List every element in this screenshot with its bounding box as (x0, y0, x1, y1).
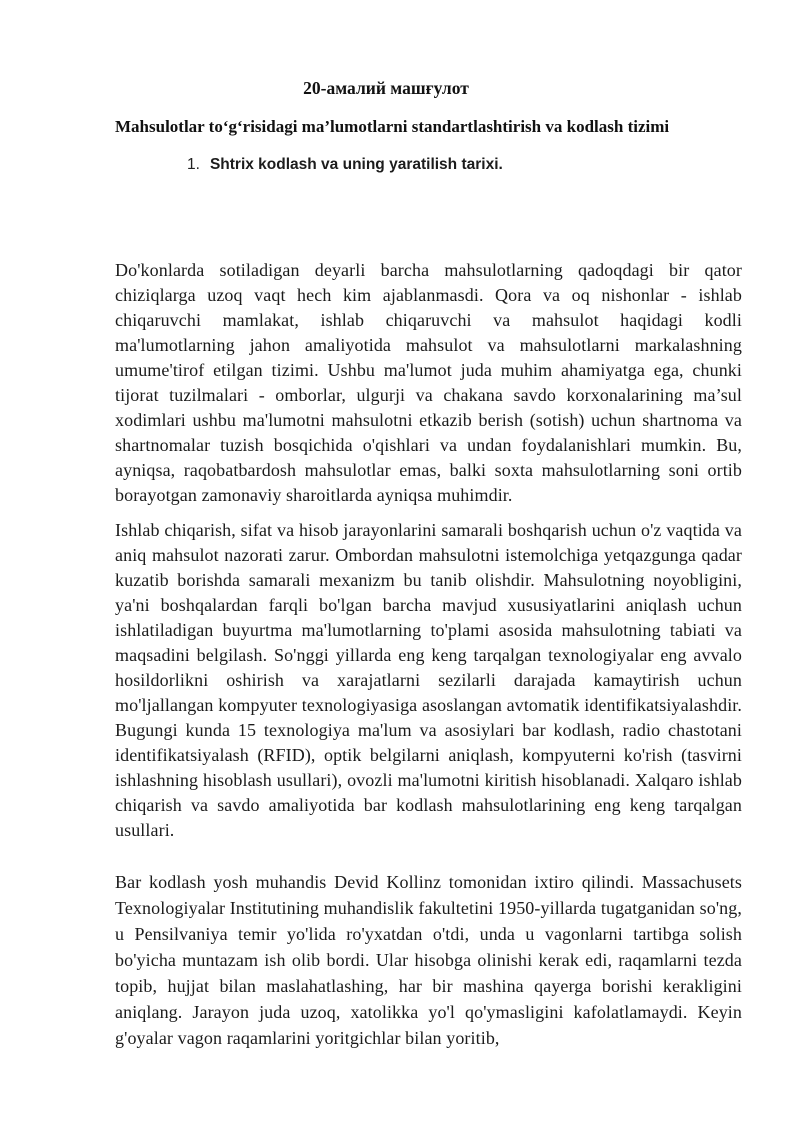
list-item-heading: Shtrix kodlash va uning yaratilish tarixi. (209, 156, 503, 173)
numbered-list-item (115, 155, 742, 175)
document-subtitle: Mahsulotlar to‘g‘risidagi ma’lumotlarni standartlashtirish va kodlash tizimi (115, 117, 670, 136)
paragraph-identification-technologies: Ishlab chiqarish, sifat va hisob jarayonlarini samarali boshqarish uchun o'z vaqtida va aniq mahsulot nazorati zarur. Ombordan mahsulotni istemolchiga yetqazgunga qadar kuzatib borishda samarali mexanizm bu tanib olishdir. Mahsulotning noyobligini, ya'ni boshqalardan farqli bo'lgan barcha mavjud xususiyatlarini aniqlash uchun ishlatiladigan buyurtma ma'lumotlarning to'plami asosida mahsulotning tabiati va maqsadini belgilash. So'nggi yillarda eng keng tarqalgan texnologiyalar eng avvalo hosildorlikni oshirish va xarajatlarni sezilarli darajada kamaytirish uchun mo'ljallangan kompyuter texnologiyasiga asoslangan avtomatik identifikatsiyalashdir. Bugungi kunda 15 texnologiya ma'lum va asosiylari bar kodlash, radio chastotani identifikatsiyalash (RFID), optik belgilarni aniqlash, kompyuterni ko'rish (tasvirni ishlashning hisoblash usullari), ovozli ma'lumotni kiritish hisoblanadi. Xalqaro ishlab chiqarish va savdo amaliyotida bar kodlash mahsulotlarining eng keng tarqalgan usullari. (115, 520, 742, 840)
page-title: 20-амалий машғулот (303, 78, 469, 98)
paragraph-intro-barcodes: Do'konlarda sotiladigan deyarli barcha mahsulotlarning qadoqdagi bir qator chiziqlarga uzoq vaqt hech kim ajablanmasdi. Qora va oq nishonlar - ishlab chiqaruvchi mamlakat, ishlab chiqaruvchi va mahsulot haqidagi kodli ma'lumotlarning jahon amaliyotida mahsulot va mahsulotlarni markalashning umume'tirof etilgan tizimi. Ushbu ma'lumot juda muhim ahamiyatga ega, chunki tijorat tuzilmalari - omborlar, ulgurji va chakana savdo korxonalarining ma’sul xodimlari ushbu ma'lumotni mahsulotni etkazib berish (sotish) uchun shartnoma va shartnomalar tuzish bosqichida o'qishlari va undan foydalanishlari mumkin. Bu, ayniqsa, raqobatbardosh mahsulotlar emas, balki soxta mahsulotlarning soni ortib borayotgan zamonaviy sharoitlarda ayniqsa muhimdir. (115, 260, 742, 505)
paragraph-history-collins: Bar kodlash yosh muhandis Devid Kollinz tomonidan ixtiro qilindi. Massachusets Texnologiyalar Institutining muhandislik fakultetini 1950-yillarda tugatganidan so'ng, u Pensilvaniya temir yo'lida ro'yxatdan o'tdi, unda u vagonlarni tartibga solish bo'yicha muntazam ish olib bordi. Ular hisobga olinishi kerak edi, raqamlarni tezda topib, hujjat bilan maslahatlashing, har bir mashina qayerga borishi kerakligini aniqlang. Jarayon juda uzoq, xatolikka yo'l qo'ymasligini kafolatlamaydi. Keyin g'oyalar vagon raqamlarini yoritgichlar bilan yoritib, (115, 872, 742, 1048)
list-item-number: 1. (187, 156, 200, 173)
